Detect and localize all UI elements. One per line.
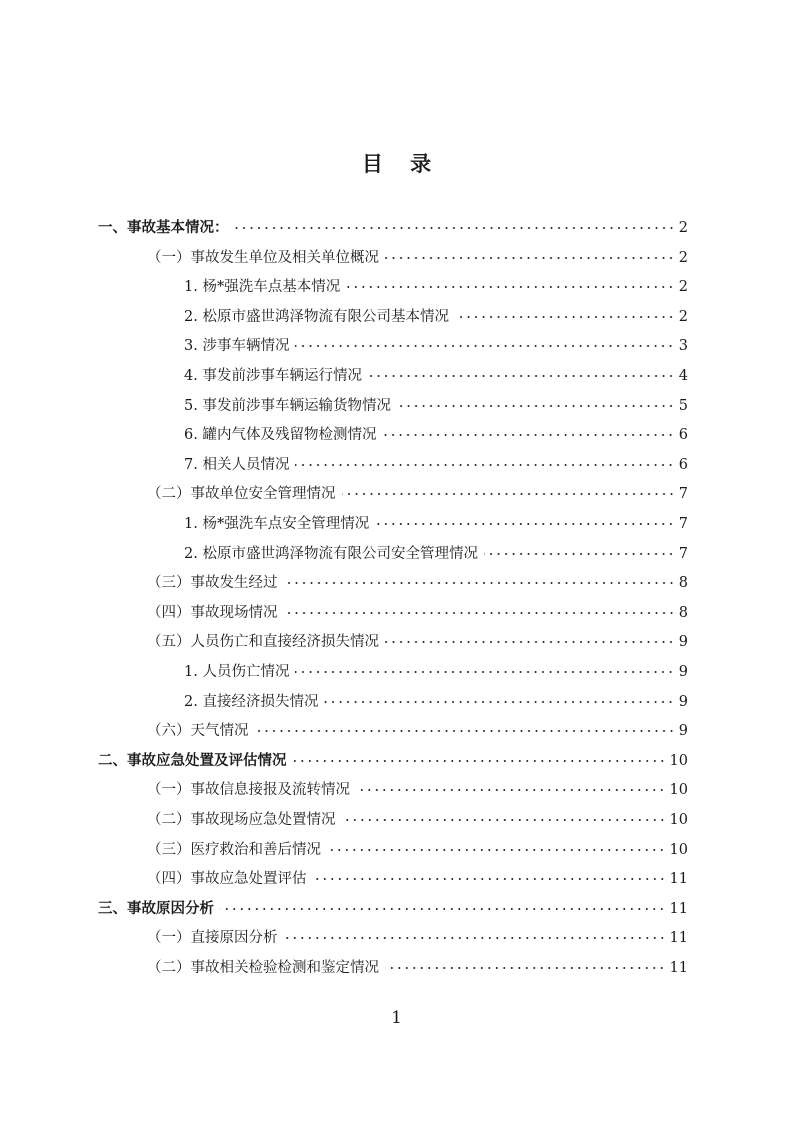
toc-entry[interactable] xyxy=(98,749,688,773)
toc-leader-dots xyxy=(385,641,675,643)
toc-entry-page: 11 xyxy=(669,930,688,947)
toc-entry-label: 3. 涉事车辆情况 xyxy=(184,338,290,355)
toc-entry-label: 5. 事发前涉事车辆运输货物情况 xyxy=(184,397,391,414)
toc-leader-dots xyxy=(327,849,666,851)
toc-entry[interactable] xyxy=(184,394,688,418)
toc-entry-page: 7 xyxy=(678,516,688,532)
toc-entry-label: （一）事故发生单位及相关单位概况 xyxy=(147,249,379,266)
toc-leader-dots xyxy=(235,227,675,229)
toc-entry-label: （三）事故发生经过 xyxy=(147,575,278,592)
toc-entry-page: 10 xyxy=(669,752,688,769)
toc-leader-dots xyxy=(284,937,666,939)
toc-entry-label: （五）人员伤亡和直接经济损失情况 xyxy=(147,634,379,651)
toc-entry-label: （四）事故应急处置评估 xyxy=(147,871,307,888)
toc-entry[interactable] xyxy=(147,482,688,506)
toc-entry-page: 8 xyxy=(678,604,688,621)
toc-entry-page: 2 xyxy=(678,279,688,296)
toc-leader-dots xyxy=(284,612,675,614)
toc-entry-page: 7 xyxy=(678,486,688,503)
toc-entry-label: 1. 杨*强洗车点基本情况 xyxy=(184,279,341,296)
toc-entry[interactable] xyxy=(147,956,688,980)
toc-entry[interactable] xyxy=(184,364,688,388)
toc-entry-label: 1. 杨*强洗车点安全管理情况 xyxy=(184,516,370,532)
toc-entry-page: 6 xyxy=(678,456,688,473)
toc-entry[interactable] xyxy=(147,719,688,743)
toc-entry-page: 9 xyxy=(678,664,688,680)
toc-entry[interactable] xyxy=(184,690,688,714)
toc-leader-dots xyxy=(455,316,675,318)
toc-entry[interactable] xyxy=(184,542,688,566)
toc-entry-label: 一、事故基本情况： xyxy=(98,220,229,236)
toc-entry[interactable] xyxy=(184,512,688,536)
toc-entry[interactable] xyxy=(184,453,688,477)
toc-leader-dots xyxy=(220,908,666,910)
toc-entry-page: 9 xyxy=(678,634,688,651)
toc-entry[interactable] xyxy=(184,275,688,299)
toc-leader-dots xyxy=(375,523,675,525)
toc-entry[interactable] xyxy=(147,601,688,625)
toc-entry-page: 10 xyxy=(669,812,688,828)
toc-leader-dots xyxy=(313,878,666,880)
toc-entry-label: 1. 人员伤亡情况 xyxy=(184,664,290,680)
toc-title: 目 录 xyxy=(361,152,442,176)
toc-leader-dots xyxy=(295,464,674,466)
toc-entry-page: 5 xyxy=(678,397,688,414)
toc-entry-label: 二、事故应急处置及评估情况 xyxy=(98,752,287,769)
toc-leader-dots xyxy=(324,701,674,703)
toc-entry[interactable] xyxy=(147,867,688,891)
toc-entry-page: 9 xyxy=(678,693,688,710)
toc-entry-label: 4. 事发前涉事车辆运行情况 xyxy=(184,368,362,384)
toc-leader-dots xyxy=(284,582,675,584)
toc-entry[interactable] xyxy=(147,571,688,595)
toc-entry[interactable] xyxy=(184,423,688,447)
toc-leader-dots xyxy=(382,434,674,436)
toc-entry-page: 2 xyxy=(678,308,688,325)
toc-leader-dots xyxy=(484,553,675,555)
toc-entry-label: 三、事故原因分析 xyxy=(98,900,214,917)
toc-entry[interactable] xyxy=(147,808,688,832)
toc-leader-dots xyxy=(255,730,675,732)
toc-leader-dots xyxy=(346,286,675,288)
toc-leader-dots xyxy=(295,345,674,347)
toc-leader-dots xyxy=(342,819,666,821)
toc-entry-label: （四）事故现场情况 xyxy=(147,604,278,621)
toc-entry-page: 2 xyxy=(678,249,688,266)
toc-entry-page: 11 xyxy=(669,871,688,888)
toc-entry[interactable] xyxy=(147,838,688,862)
toc-entry-label: 7. 相关人员情况 xyxy=(184,456,290,473)
toc-entry[interactable] xyxy=(147,630,688,654)
toc-entry[interactable] xyxy=(147,246,688,270)
toc-entry-page: 2 xyxy=(678,220,688,236)
toc-entry[interactable] xyxy=(147,778,688,802)
toc-entry-page: 8 xyxy=(678,575,688,592)
toc-entry-page: 11 xyxy=(669,900,688,917)
toc-entry[interactable] xyxy=(184,660,688,684)
toc-entry-label: 6. 罐内气体及残留物检测情况 xyxy=(184,427,377,444)
toc-entry-page: 10 xyxy=(669,782,688,799)
page-number: 1 xyxy=(391,1008,402,1028)
toc-entry-label: 2. 松原市盛世鸿泽物流有限公司基本情况 xyxy=(184,308,449,325)
toc-leader-dots xyxy=(342,493,675,495)
toc-entry-label: （六）天气情况 xyxy=(147,723,249,740)
toc-leader-dots xyxy=(356,789,666,791)
toc-entry-label: 2. 松原市盛世鸿泽物流有限公司安全管理情况 xyxy=(184,545,478,562)
toc-entry-label: （二）事故现场应急处置情况 xyxy=(147,812,336,828)
toc-entry[interactable] xyxy=(98,216,688,240)
toc-entry[interactable] xyxy=(184,305,688,329)
toc-entry-label: （二）事故单位安全管理情况 xyxy=(147,486,336,503)
toc-entry-label: （三）医疗救治和善后情况 xyxy=(147,841,321,858)
toc-leader-dots xyxy=(385,967,666,969)
toc-entry-label: （二）事故相关检验检测和鉴定情况 xyxy=(147,960,379,976)
toc-leader-dots xyxy=(295,671,674,673)
toc-leader-dots xyxy=(293,760,666,762)
toc-entry[interactable] xyxy=(147,926,688,950)
toc-entry-page: 3 xyxy=(678,338,688,355)
toc-entry-page: 6 xyxy=(678,427,688,444)
toc-leader-dots xyxy=(397,405,675,407)
toc-entry-page: 11 xyxy=(669,960,688,976)
toc-entry[interactable] xyxy=(184,334,688,358)
toc-entry[interactable] xyxy=(98,897,688,921)
toc-entry-label: （一）直接原因分析 xyxy=(147,930,278,947)
toc-entry-page: 4 xyxy=(678,368,688,384)
toc-entry-page: 7 xyxy=(678,545,688,562)
toc-entry-label: （一）事故信息接报及流转情况 xyxy=(147,782,350,799)
toc-leader-dots xyxy=(368,375,675,377)
toc-entry-page: 10 xyxy=(669,841,688,858)
toc-leader-dots xyxy=(385,257,675,259)
toc-entry-label: 2. 直接经济损失情况 xyxy=(184,693,319,710)
toc-entry-page: 9 xyxy=(678,723,688,740)
